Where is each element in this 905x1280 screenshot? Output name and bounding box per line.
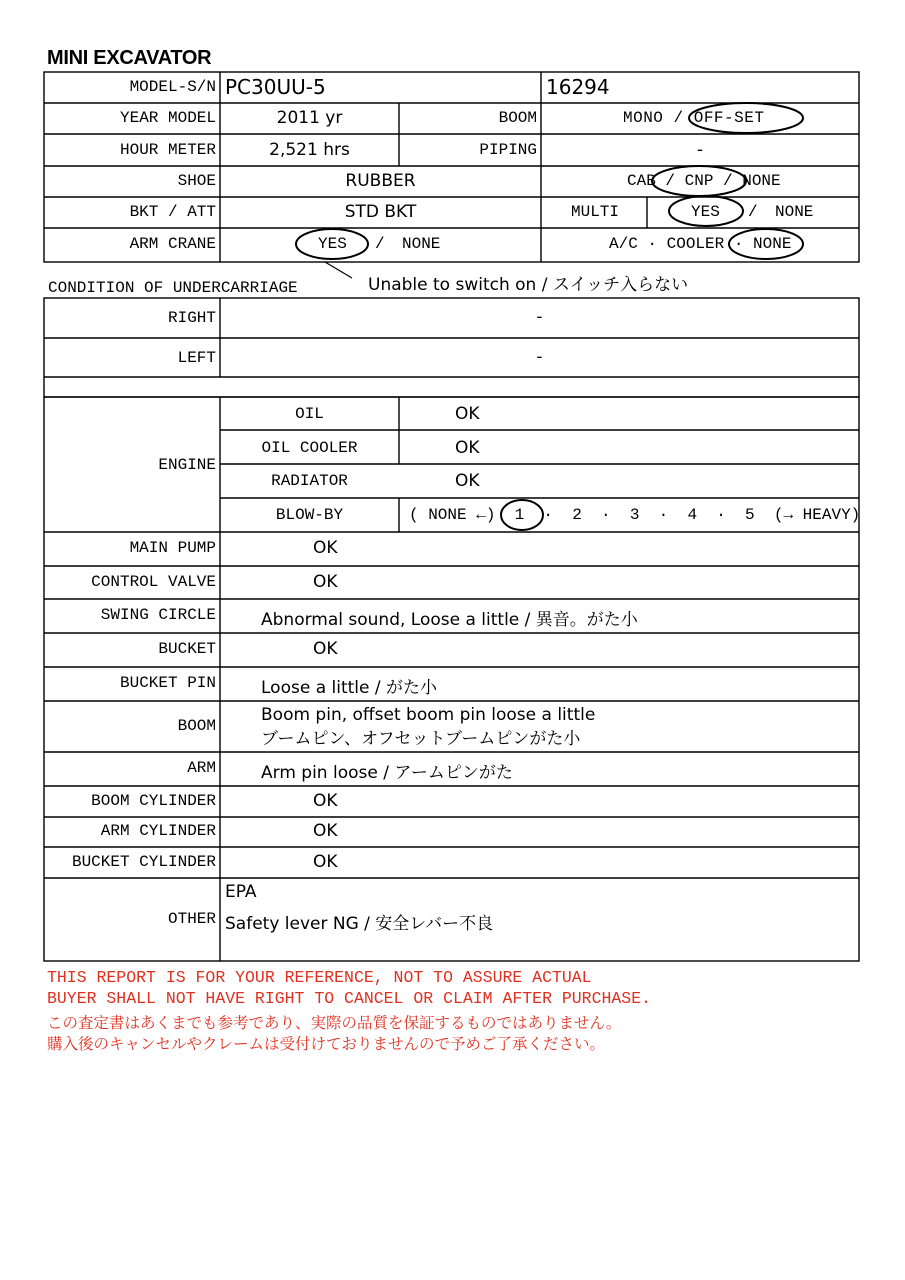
item-value: Abnormal sound, Loose a little / 異音。がた小	[261, 610, 638, 630]
other-line1: EPA	[225, 882, 257, 902]
disclaimer-line-1: THIS REPORT IS FOR YOUR REFERENCE, NOT TO ASSURE ACTUAL	[47, 968, 592, 987]
item-value: OK	[313, 538, 338, 558]
disclaimer-line-2: BUYER SHALL NOT HAVE RIGHT TO CANCEL OR CLAIM AFTER PURCHASE.	[47, 989, 651, 1008]
oil-cooler-value: OK	[455, 438, 480, 458]
radiator-label: RADIATOR	[271, 472, 348, 490]
report-title: MINI EXCAVATOR	[47, 47, 212, 69]
other-line2: Safety lever NG / 安全レバー不良	[225, 914, 494, 934]
piping-label: PIPING	[479, 141, 537, 159]
item-value: OK	[313, 639, 338, 659]
item-value: Arm pin loose / アームピンがた	[261, 763, 513, 783]
item-value: OK	[313, 821, 338, 841]
right-label: RIGHT	[167, 309, 216, 327]
left-value: -	[536, 347, 543, 367]
boom-options: MONO / OFF-SET	[623, 109, 765, 127]
multi-label: MULTI	[571, 203, 620, 221]
radiator-value: OK	[455, 471, 480, 491]
oil-value: OK	[455, 404, 480, 424]
cab-options: CAB / CNP / NONE	[627, 172, 781, 190]
arm-crane-sep: /	[375, 235, 385, 253]
hour-value: 2,521 hrs	[269, 140, 350, 160]
item-value: OK	[313, 790, 338, 811]
item-label: BOOM CYLINDER	[91, 791, 216, 810]
ac-options: A/C · COOLER · NONE	[609, 235, 792, 253]
multi-none: NONE	[775, 203, 814, 221]
serial-value: 16294	[546, 75, 610, 99]
undercarriage-heading: CONDITION OF UNDERCARRIAGE	[48, 279, 298, 297]
blowby-scale: ( NONE ←) 1 · 2 · 3 · 4 · 5 (→ HEAVY)	[409, 506, 861, 524]
multi-yes: YES	[691, 203, 720, 221]
oil-cooler-label: OIL COOLER	[261, 439, 358, 457]
item-label: BUCKET PIN	[119, 674, 216, 692]
item-label: ARM	[187, 759, 216, 777]
engine-label: ENGINE	[158, 456, 216, 474]
disclaimer-line-4: 購入後のキャンセルやクレームは受付けておりませんので予めご了承ください。	[47, 1035, 606, 1053]
bkt-value: STD BKT	[344, 202, 417, 222]
item-value: OK	[313, 571, 338, 592]
item-label: BOOM	[177, 716, 216, 735]
bkt-label: BKT / ATT	[129, 203, 216, 221]
item-value: Boom pin, offset boom pin loose a little	[261, 705, 596, 725]
item-label: CONTROL VALVE	[91, 572, 216, 591]
item-value: OK	[313, 851, 338, 872]
hour-label: HOUR METER	[119, 141, 216, 159]
note-pointer-line	[325, 262, 352, 278]
item-value: Loose a little / がた小	[261, 678, 438, 698]
item-label: BUCKET CYLINDER	[71, 852, 216, 871]
item-label: ARM CYLINDER	[100, 822, 216, 840]
ac-note: Unable to switch on / スイッチ入らない	[368, 275, 689, 295]
oil-label: OIL	[295, 405, 324, 423]
arm-crane-label: ARM CRANE	[129, 235, 216, 253]
arm-crane-yes: YES	[318, 235, 347, 253]
boom-label: BOOM	[498, 109, 537, 127]
multi-sep: /	[748, 203, 758, 221]
item-label: SWING CIRCLE	[100, 606, 216, 624]
left-label: LEFT	[177, 349, 216, 367]
model-label: MODEL-S/N	[129, 78, 216, 96]
shoe-value: RUBBER	[345, 171, 416, 191]
item-value-line2: ブームピン、オフセットブームピンがた小	[261, 729, 581, 749]
year-label: YEAR MODEL	[119, 109, 216, 127]
right-value: -	[536, 307, 543, 327]
blowby-label: BLOW-BY	[275, 506, 344, 524]
other-label: OTHER	[167, 910, 216, 928]
piping-value: -	[696, 140, 704, 160]
shoe-label: SHOE	[177, 172, 216, 190]
year-value: 2011 yr	[276, 108, 343, 128]
item-label: MAIN PUMP	[129, 539, 216, 557]
disclaimer-line-3: この査定書はあくまでも参考であり、実際の品質を保証するものではありません。	[47, 1014, 622, 1032]
arm-crane-none: NONE	[402, 235, 441, 253]
item-label: BUCKET	[158, 640, 216, 658]
model-value: PC30UU-5	[225, 75, 326, 99]
